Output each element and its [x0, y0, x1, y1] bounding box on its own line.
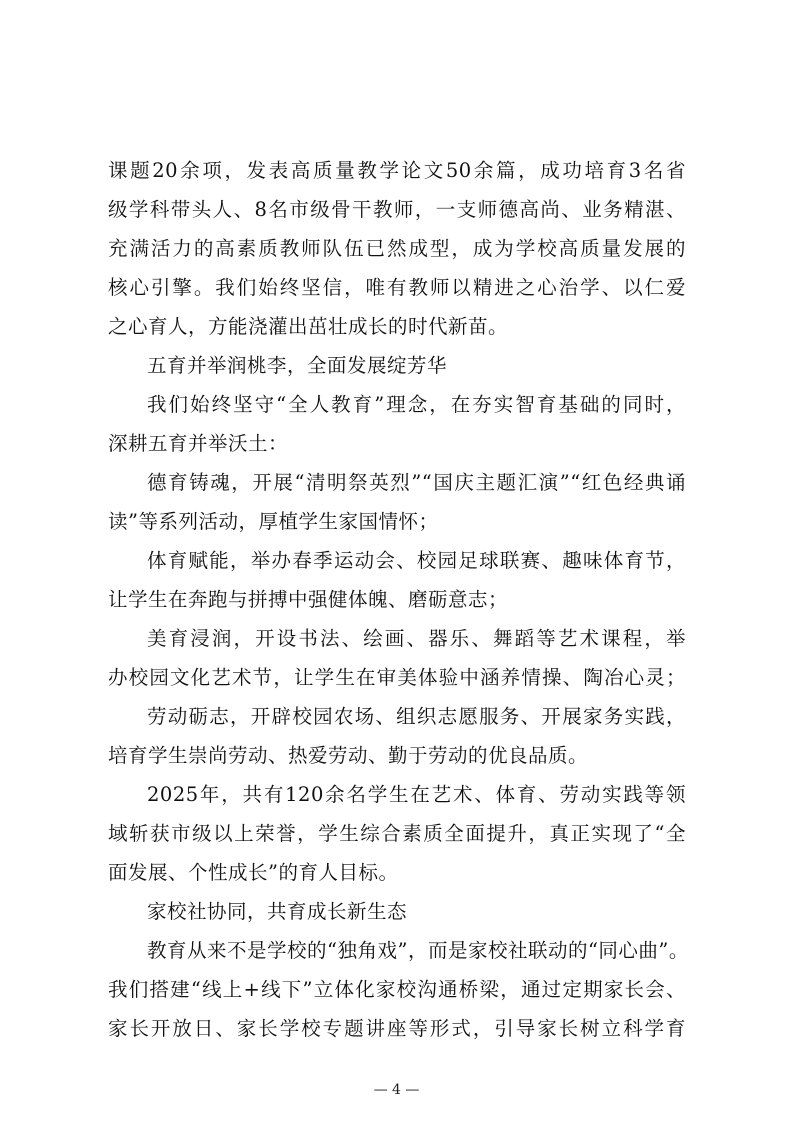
body-line: 读”等系列活动，厚植学生家国情怀； — [108, 510, 439, 533]
body-line: 德育铸魂，开展“清明祭英烈”“国庆主题汇演”“红色经典诵 — [147, 471, 686, 494]
body-line: 让学生在奔跑与拼搏中强健体魄、磨砺意志； — [108, 588, 509, 611]
body-line: 办校园文化艺术节，让学生在审美体验中涵养情操、陶冶心灵； — [108, 666, 686, 689]
page-number: — 4 — — [373, 1082, 420, 1098]
body-line: 体育赋能，举办春季运动会、校园足球联赛、趣味体育节， — [147, 549, 686, 572]
body-line: 2025年，共有120余名学生在艺术、体育、劳动实践等领 — [147, 783, 686, 806]
body-line: 劳动砺志，开辟校园农场、组织志愿服务、开展家务实践， — [147, 705, 686, 728]
body-line: 美育浸润，开设书法、绘画、器乐、舞蹈等艺术课程，举 — [147, 627, 686, 650]
body-line: 深耕五育并举沃土： — [108, 432, 289, 455]
body-line: 充满活力的高素质教师队伍已然成型，成为学校高质量发展的 — [108, 237, 686, 260]
body-line: 之心育人，方能浇灌出茁壮成长的时代新苗。 — [108, 315, 509, 338]
body-line: 我们搭建“线上+线下”立体化家校沟通桥梁，通过定期家长会、 — [108, 978, 686, 1001]
body-line: 教育从来不是学校的“独角戏”，而是家校社联动的“同心曲”。 — [147, 939, 689, 962]
section-heading: 家校社协同，共育成长新生态 — [147, 900, 408, 923]
body-line: 我们始终坚守“全人教育”理念，在夯实智育基础的同时， — [147, 393, 686, 416]
body-line: 核心引擎。我们始终坚信，唯有教师以精进之心治学、以仁爱 — [108, 276, 686, 299]
body-line: 家长开放日、家长学校专题讲座等形式，引导家长树立科学育 — [108, 1017, 686, 1040]
body-line: 培育学生崇尚劳动、热爱劳动、勤于劳动的优良品质。 — [108, 744, 589, 767]
body-line: 级学科带头人、8名市级骨干教师，一支师德高尚、业务精湛、 — [108, 198, 686, 221]
section-heading: 五育并举润桃李，全面发展绽芳华 — [147, 354, 448, 377]
body-line: 域斩获市级以上荣誉，学生综合素质全面提升，真正实现了“全 — [108, 822, 686, 845]
body-line: 课题20余项，发表高质量教学论文50余篇，成功培育3名省 — [108, 159, 686, 182]
body-line: 面发展、个性成长”的育人目标。 — [108, 861, 399, 884]
